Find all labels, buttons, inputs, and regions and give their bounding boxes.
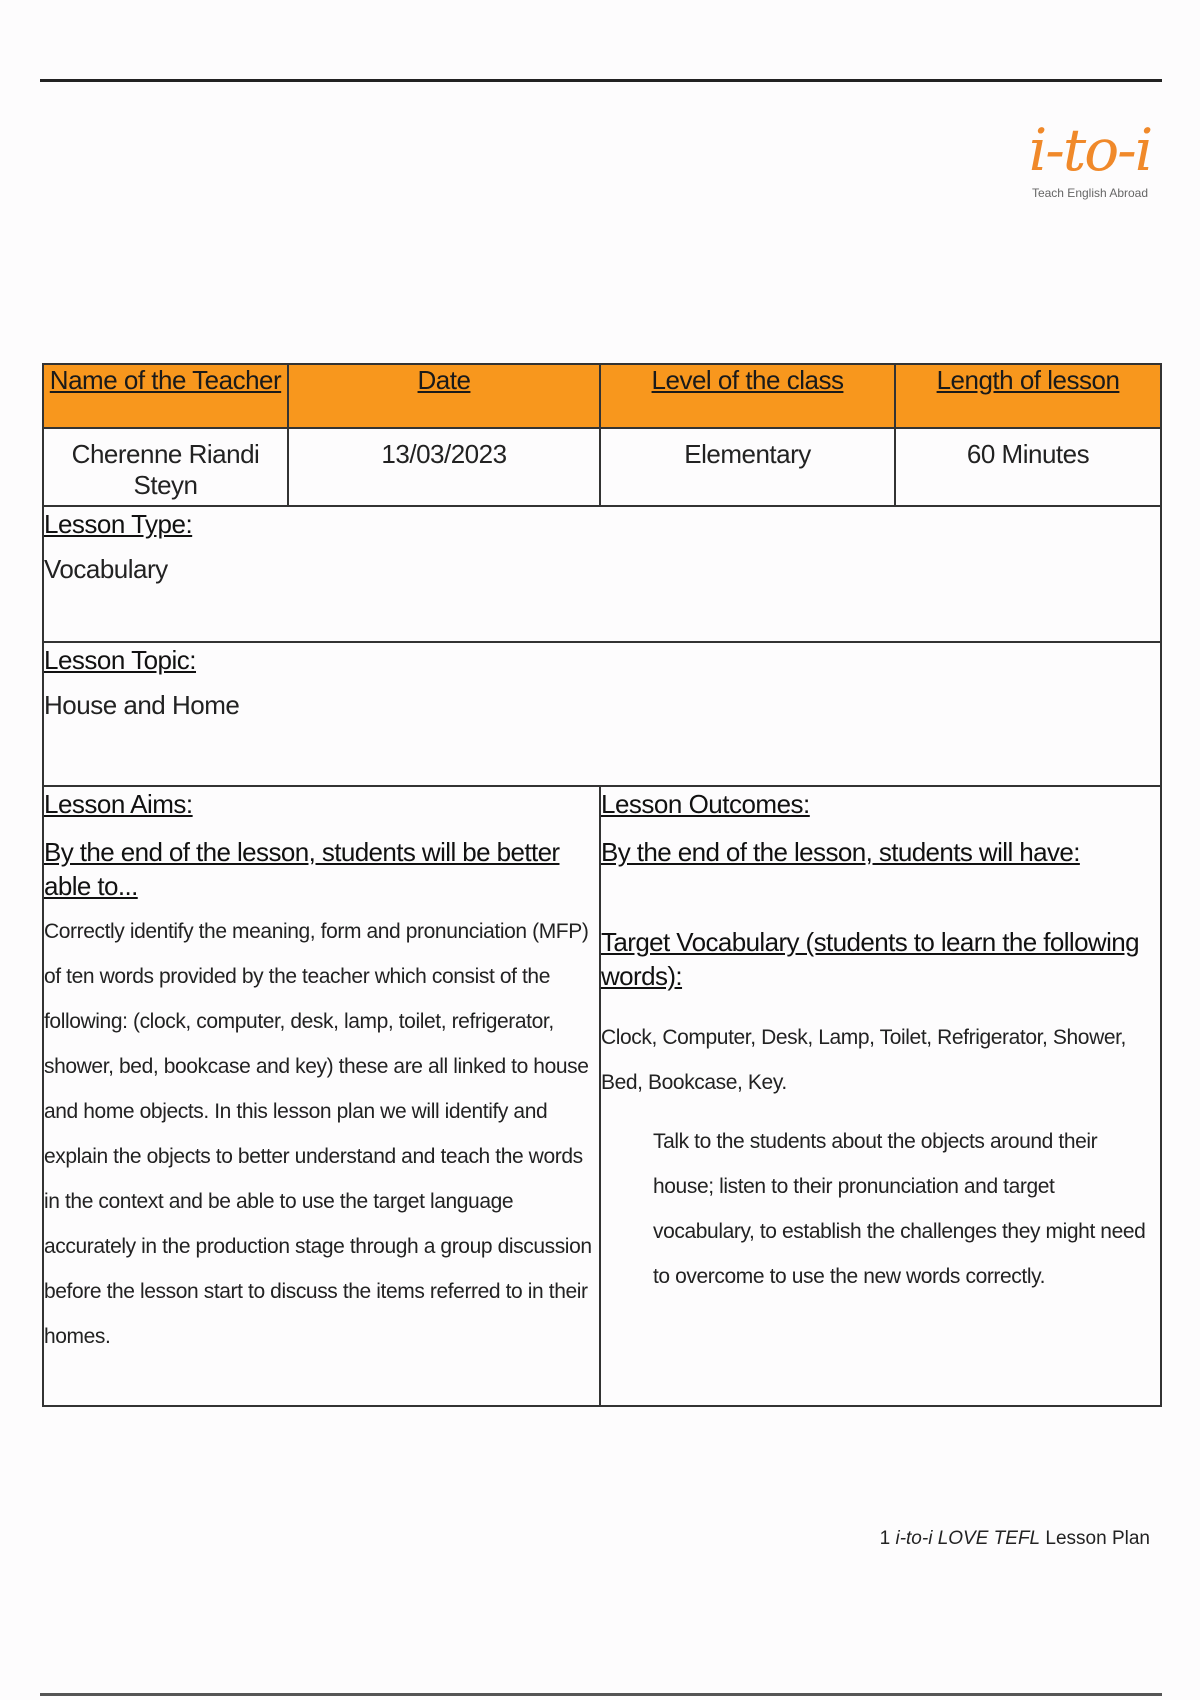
lesson-aims-label: Lesson Aims: <box>44 789 193 819</box>
footer <box>880 1528 1150 1550</box>
lesson-type-cell <box>43 506 1161 642</box>
level-value: Elementary <box>684 439 811 469</box>
target-vocabulary-title: Target Vocabulary (students to learn the following words): <box>601 927 1140 991</box>
lesson-type-label: Lesson Type: <box>44 509 193 539</box>
top-rule <box>40 79 1162 82</box>
values-row <box>43 428 1161 506</box>
length-header-cell <box>895 364 1161 428</box>
logo-tagline: Teach English Abroad <box>1031 186 1149 200</box>
target-vocabulary-list: Clock, Computer, Desk, Lamp, Toilet, Refrigerator, Shower, Bed, Bookcase, Key. <box>601 1026 1126 1094</box>
lesson-aims-cell <box>43 786 600 1406</box>
lesson-plan-table <box>42 363 1162 1407</box>
header-row <box>43 364 1161 428</box>
date-value: 13/03/2023 <box>381 439 507 469</box>
lesson-topic-value: House and Home <box>44 690 240 720</box>
footer-suffix: Lesson Plan <box>1045 1528 1150 1549</box>
lesson-aims-subtitle: By the end of the lesson, students will be better able to... <box>44 837 560 901</box>
teacher-name: Cherenne Riandi Steyn <box>71 439 260 500</box>
footer-brand: i-to-i LOVE TEFL <box>895 1528 1041 1549</box>
lesson-topic-row <box>43 642 1161 786</box>
page-number: 1 <box>879 1528 891 1549</box>
lesson-type-value: Vocabulary <box>44 554 168 584</box>
outcomes-talk-text: Talk to the students about the objects around their house; listen to their pronunciation and target vocabulary, to establish the challenges they might need to overcome to use the new words correctly. <box>653 1130 1146 1288</box>
level-header: Level of the class <box>651 365 844 395</box>
i-to-i-logo <box>1020 118 1160 228</box>
teacher-header: Name of the Teacher <box>49 365 282 395</box>
length-value: 60 Minutes <box>966 439 1090 469</box>
date-header: Date <box>417 365 471 395</box>
length-header: Length of lesson <box>936 365 1120 395</box>
lesson-topic-cell <box>43 642 1161 786</box>
date-header-cell <box>288 364 600 428</box>
lesson-outcomes-subtitle: By the end of the lesson, students will have: <box>601 837 1080 867</box>
teacher-cell <box>43 428 288 506</box>
lesson-outcomes-cell <box>600 786 1161 1406</box>
date-cell <box>288 428 600 506</box>
lesson-outcomes-label: Lesson Outcomes: <box>601 789 810 819</box>
level-cell <box>600 428 895 506</box>
logo-text: i-to-i <box>1028 116 1152 184</box>
lesson-type-row <box>43 506 1161 642</box>
lesson-aims-text: Correctly identify the meaning, form and pronunciation (MFP) of ten words provided by the teacher which consist of the following: (clock, computer, desk, lamp, toilet, refrigerator, shower, bed, bookcase and key) these are all linked to house and home objects. In this lesson plan we will identify and explain the objects to better understand and teach the words in the context and be able to use the target language accurately in the production stage through a group discussion before the lesson start to discuss the items referred to in their homes. <box>44 920 592 1348</box>
level-header-cell <box>600 364 895 428</box>
aims-outcomes-row <box>43 786 1161 1406</box>
lesson-topic-label: Lesson Topic: <box>44 645 197 675</box>
teacher-header-cell <box>43 364 288 428</box>
length-cell <box>895 428 1161 506</box>
bottom-rule <box>40 1693 1162 1696</box>
